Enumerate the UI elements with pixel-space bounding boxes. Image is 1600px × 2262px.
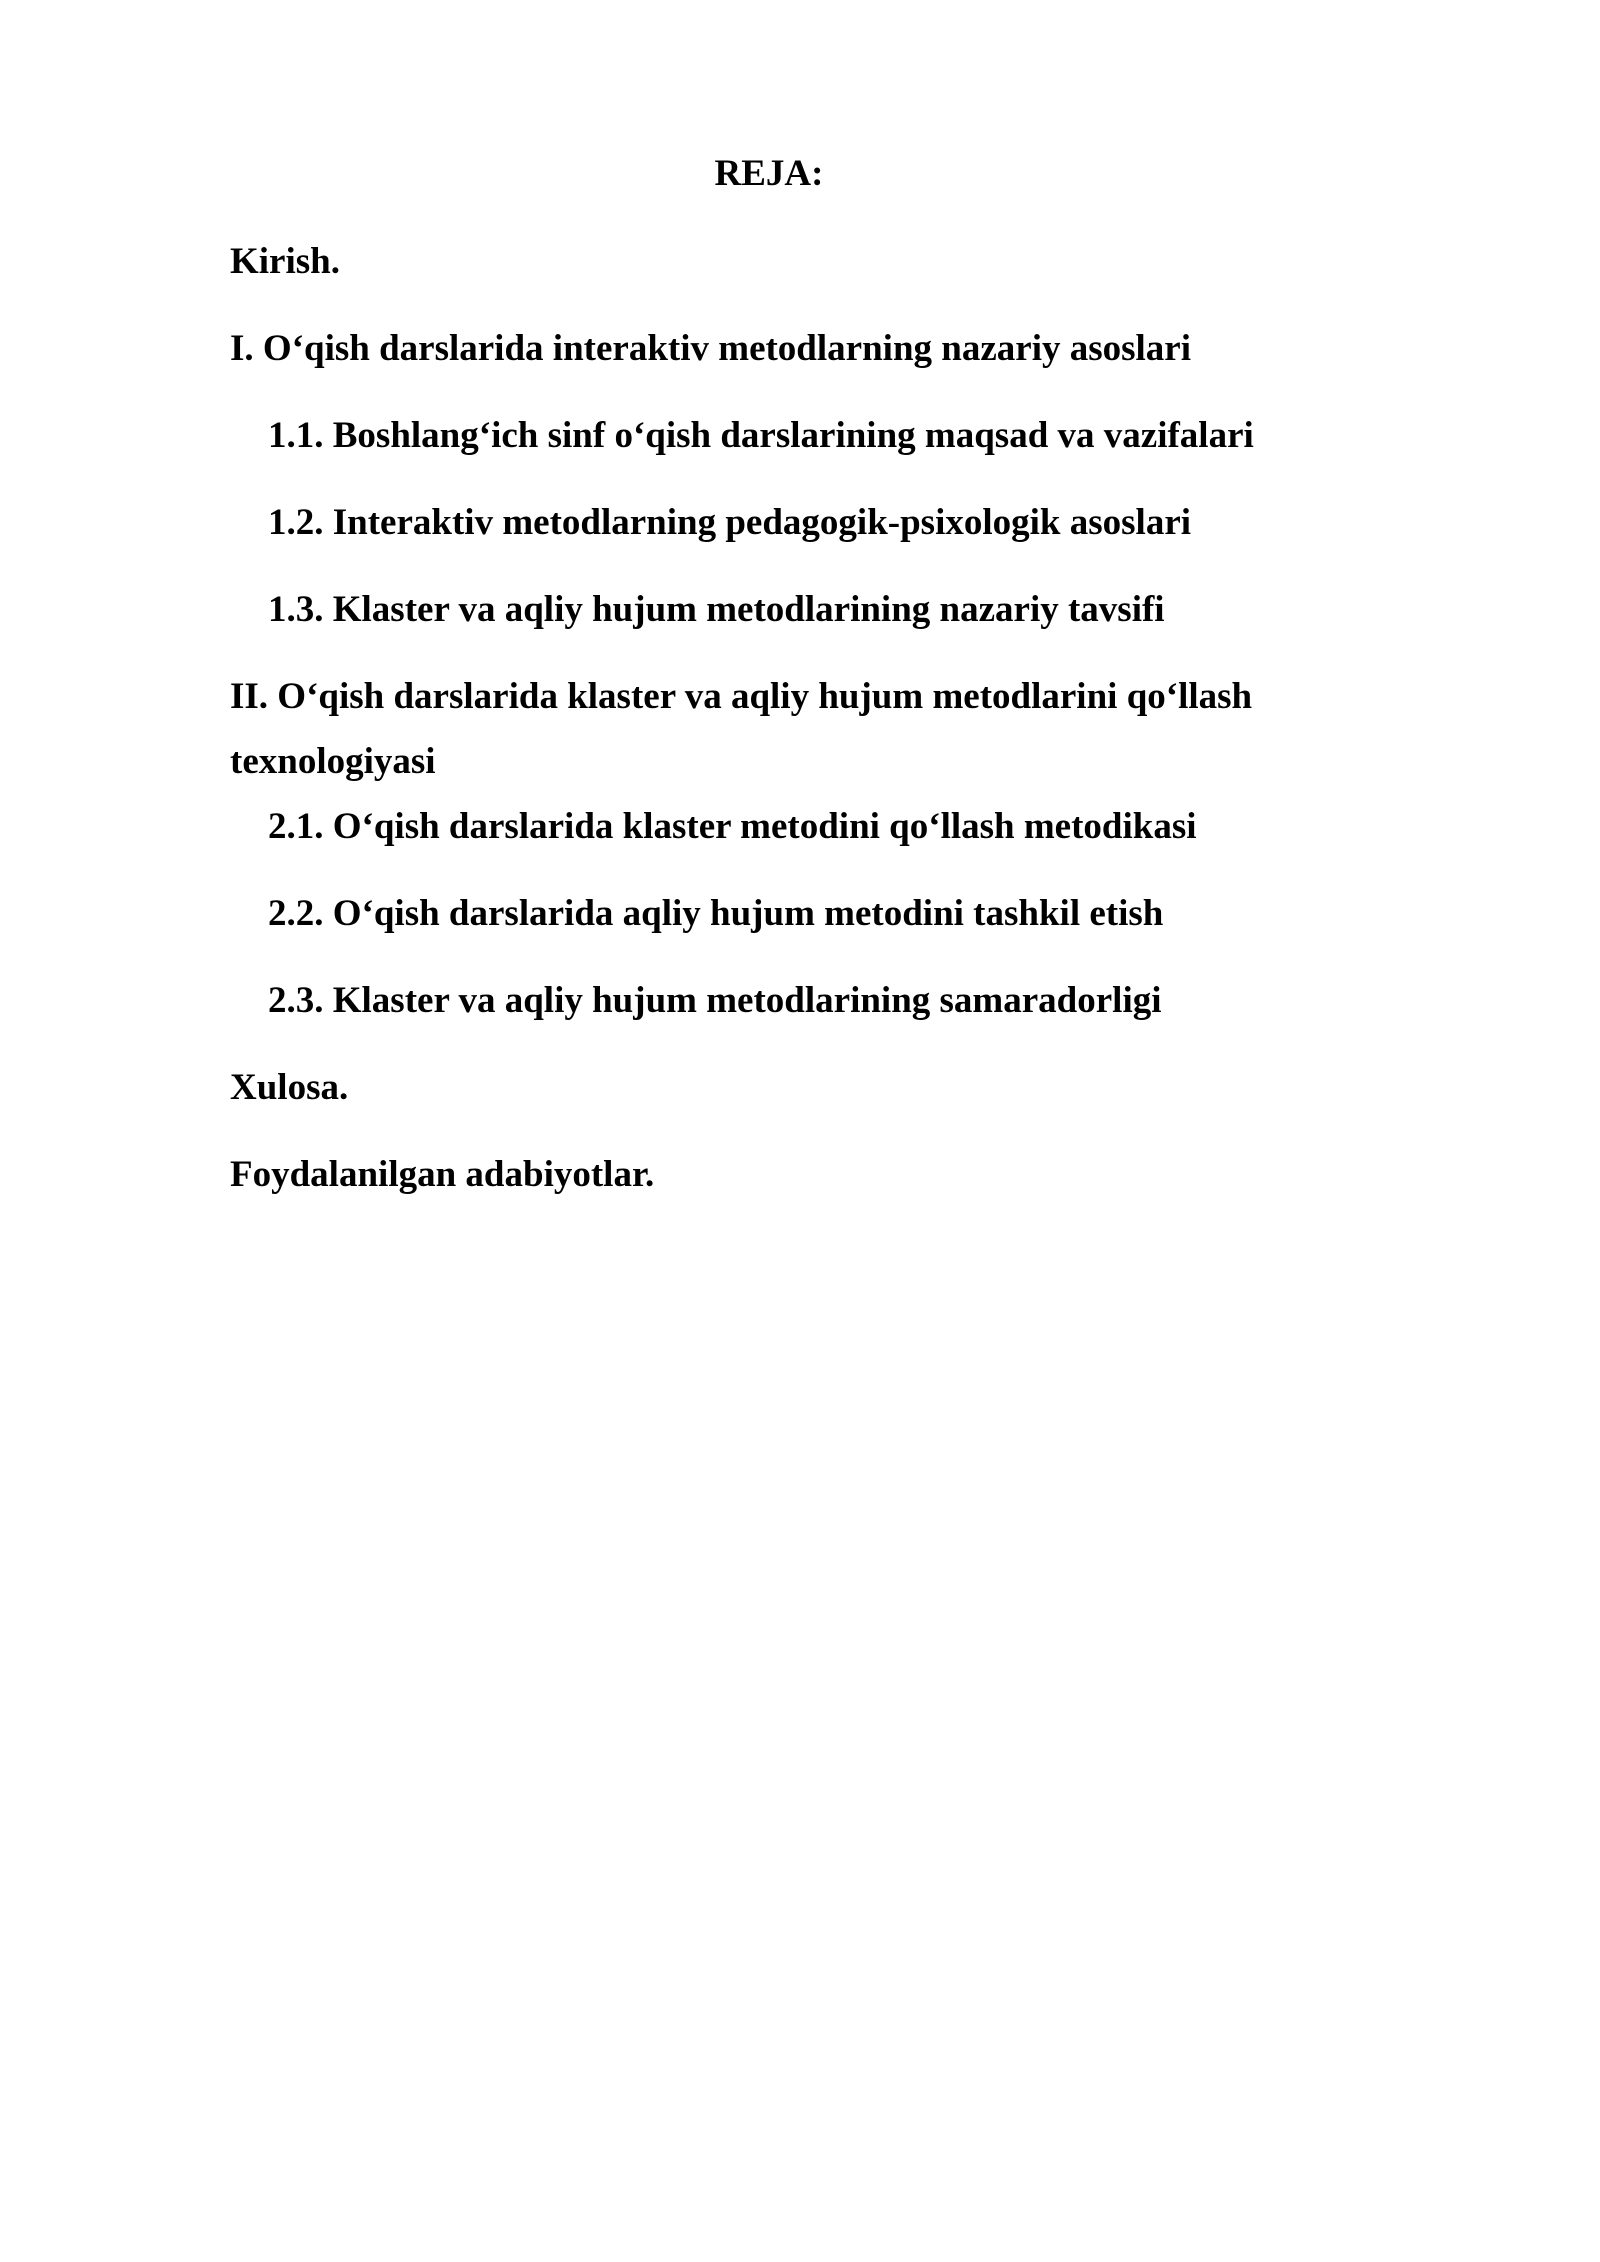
page-title: REJA:: [714, 153, 824, 194]
plan-chapter-2-continued: texnologiyasi: [230, 741, 436, 782]
plan-section-2-1: 2.1. O‘qish darslarida klaster metodini qo‘llash metodikasi: [268, 806, 1197, 847]
plan-item-introduction: Kirish.: [230, 241, 340, 282]
plan-section-1-1: 1.1. Boshlang‘ich sinf o‘qish darslarining maqsad va vazifalari: [268, 415, 1254, 456]
plan-item-conclusion: Xulosa.: [230, 1067, 349, 1108]
plan-chapter-2: II. O‘qish darslarida klaster va aqliy hujum metodlarini qo‘llash: [230, 676, 1253, 717]
plan-item-references: Foydalanilgan adabiyotlar.: [230, 1154, 655, 1195]
plan-chapter-1: I. O‘qish darslarida interaktiv metodlarning nazariy asoslari: [230, 328, 1192, 369]
plan-section-1-3: 1.3. Klaster va aqliy hujum metodlarining nazariy tavsifi: [268, 589, 1165, 630]
plan-section-1-2: 1.2. Interaktiv metodlarning pedagogik-psixologik asoslari: [268, 502, 1192, 543]
plan-section-2-2: 2.2. O‘qish darslarida aqliy hujum metodini tashkil etish: [268, 893, 1164, 934]
plan-section-2-3: 2.3. Klaster va aqliy hujum metodlarining samaradorligi: [268, 980, 1162, 1021]
